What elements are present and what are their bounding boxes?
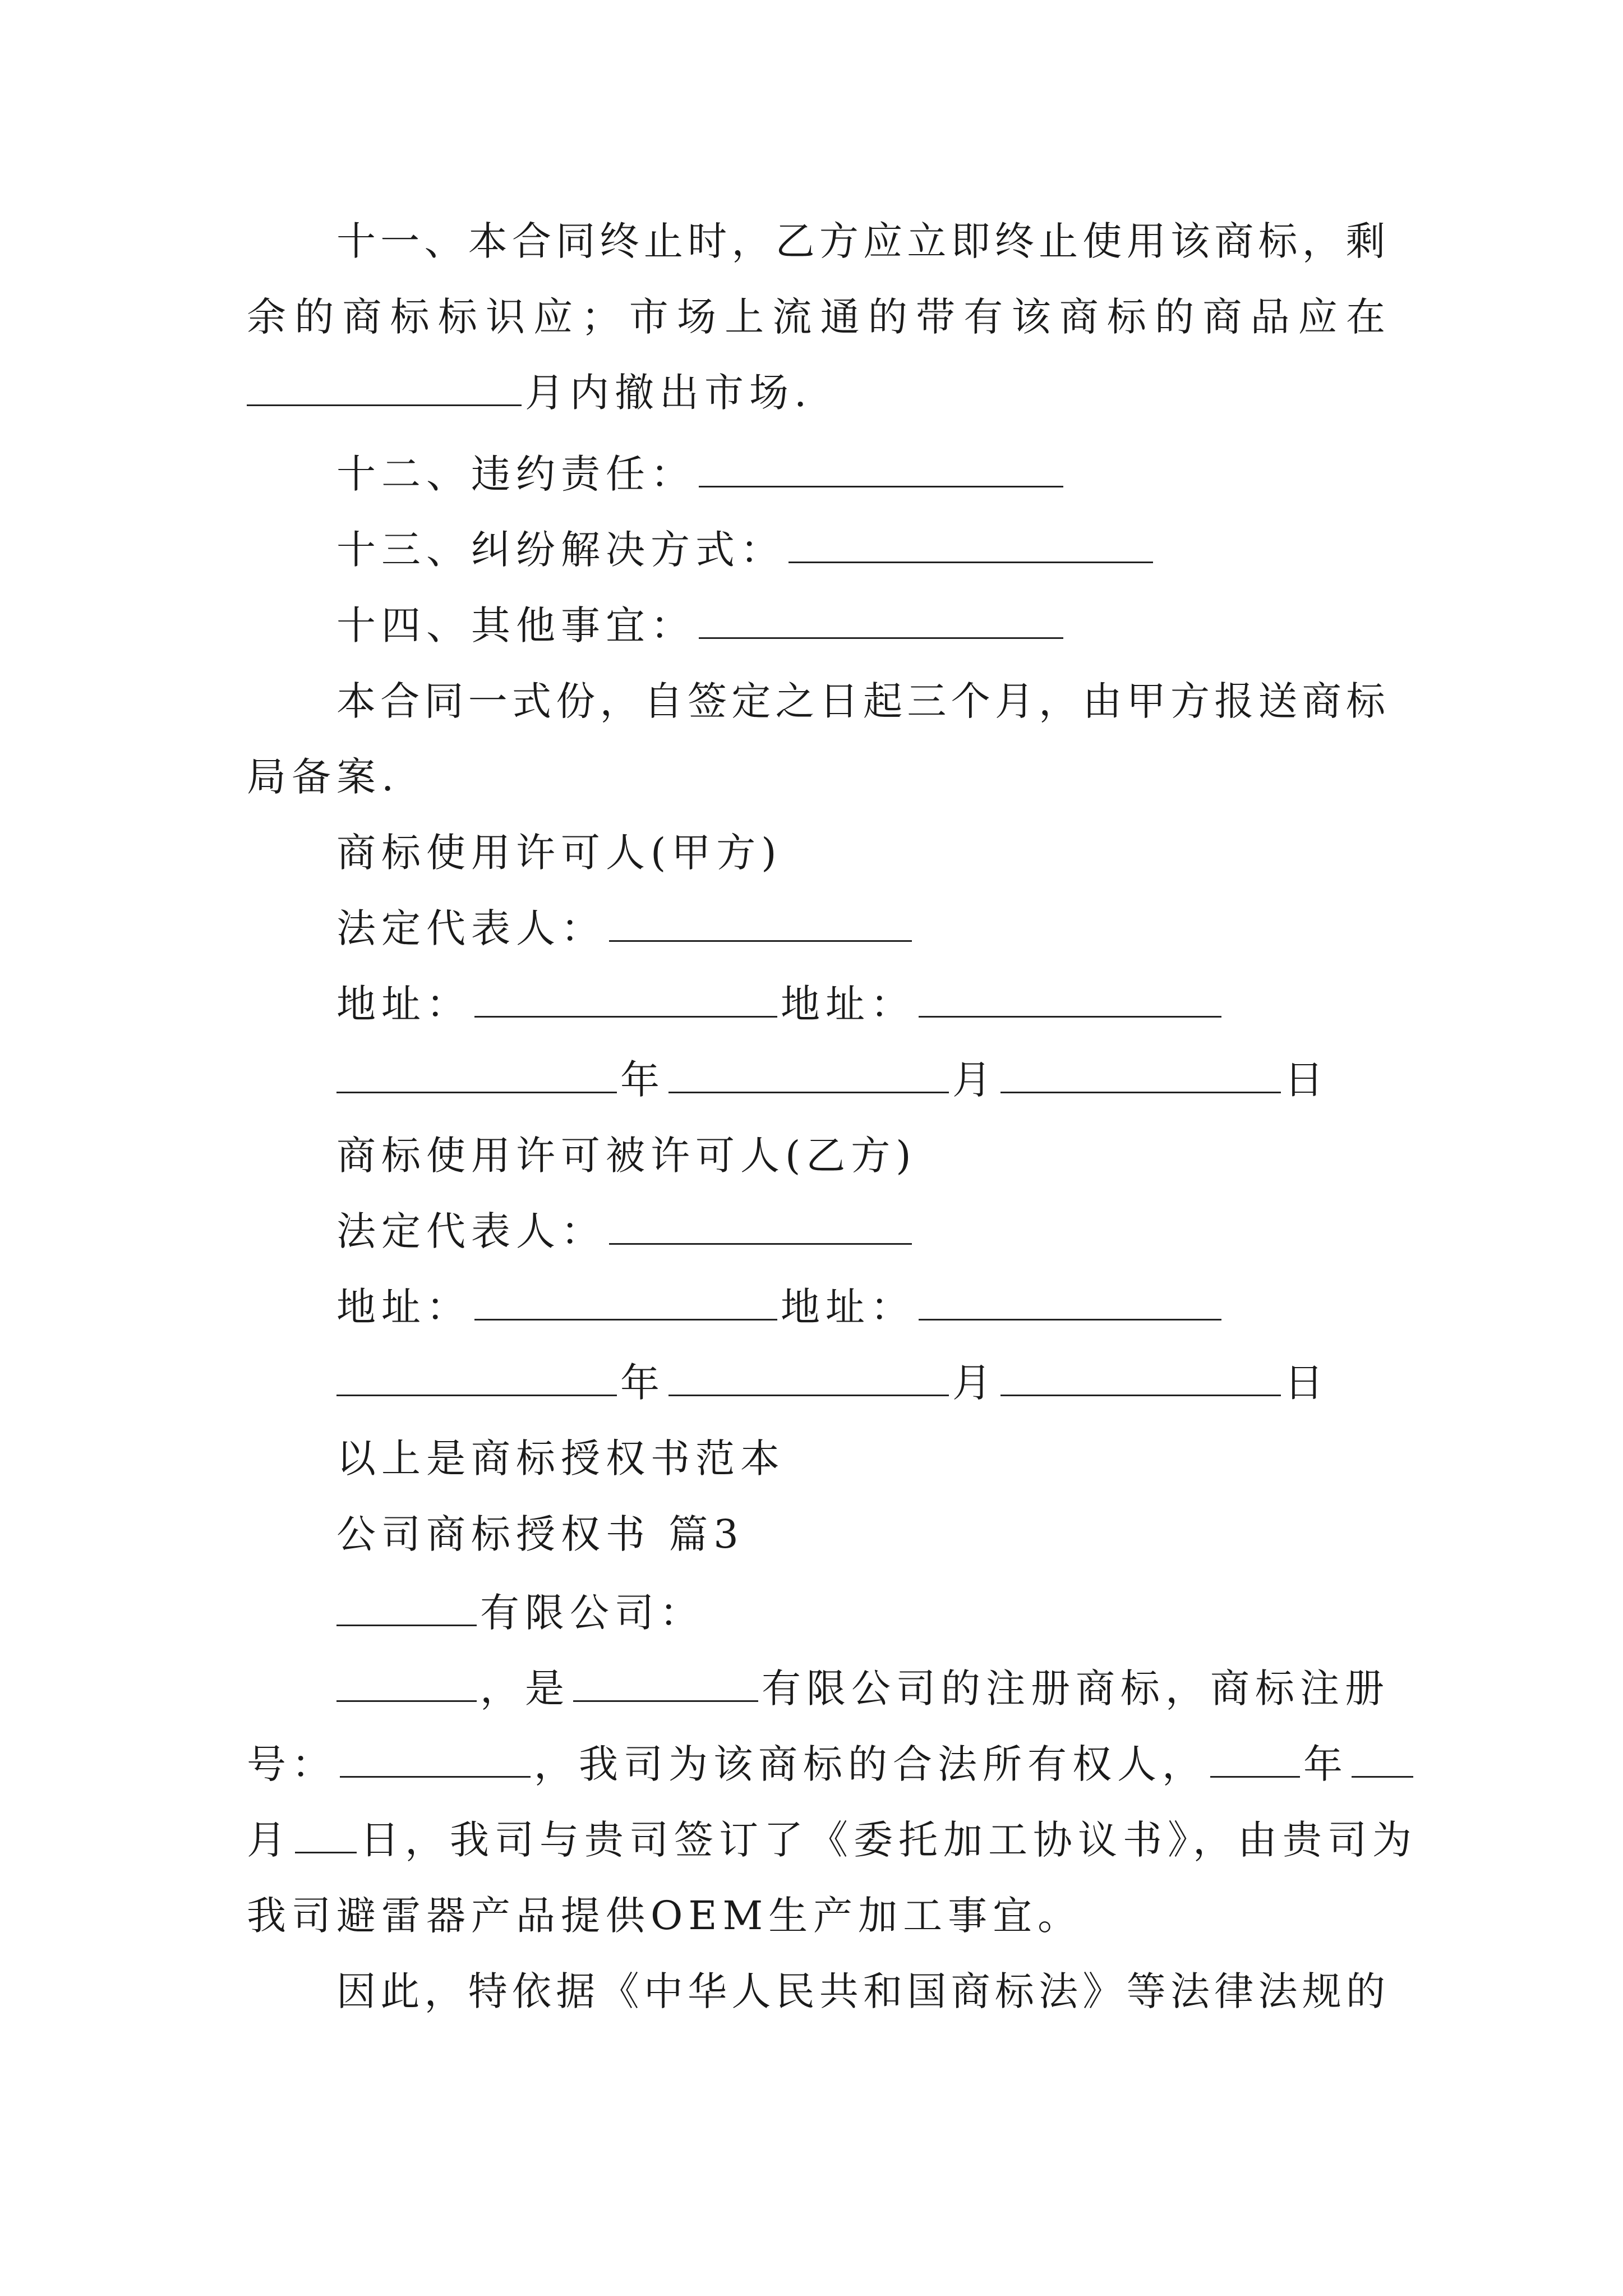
text: 以上是商标授权书范本 — [336, 1435, 785, 1481]
text: 地址： — [781, 981, 915, 1027]
copies-line-1 — [336, 676, 1385, 726]
licensor-representative — [336, 903, 915, 954]
licensee-representative — [336, 1206, 915, 1257]
blank-line[interactable] — [699, 601, 1063, 639]
section-title — [336, 1509, 744, 1559]
text: 十一、本合同终止时，乙方应立即终止使用该商标，剩 — [336, 218, 1385, 264]
text: 年 — [620, 1360, 665, 1406]
text: 商标使用许可被许可人(乙方) — [336, 1133, 917, 1179]
text: 因此，特依据《中华人民共和国商标法》等法律法规的 — [336, 1968, 1385, 2014]
blank-line[interactable] — [668, 1056, 949, 1093]
blank-line[interactable] — [1210, 1740, 1300, 1778]
body-line-3 — [247, 1815, 1417, 1865]
clause-11-line-3 — [247, 367, 812, 418]
copies-line-2 — [247, 752, 399, 802]
body-line-2 — [247, 1739, 1417, 1789]
body-line-5 — [336, 1966, 1385, 2017]
blank-line[interactable] — [247, 369, 522, 406]
text: 月 — [952, 1057, 997, 1103]
text: 日 — [1284, 1057, 1329, 1103]
blank-line[interactable] — [699, 450, 1063, 487]
blank-line[interactable] — [340, 1740, 531, 1778]
clause-14 — [336, 600, 1067, 651]
body-line-4 — [247, 1890, 1082, 1941]
addressee — [336, 1588, 704, 1638]
text: 日，我司与贵司签订了《委托加工协议书》，由贵司为 — [360, 1817, 1417, 1863]
blank-line[interactable] — [336, 1589, 477, 1626]
licensor-date — [336, 1055, 1329, 1105]
blank-line[interactable] — [668, 1359, 949, 1396]
licensor-address — [336, 979, 1225, 1029]
text: 法定代表人： — [336, 1208, 606, 1254]
blank-line[interactable] — [336, 1056, 617, 1093]
text: 十四、其他事宜： — [336, 602, 695, 648]
blank-line[interactable] — [609, 1207, 912, 1245]
blank-line[interactable] — [919, 980, 1221, 1018]
blank-line[interactable] — [1352, 1740, 1413, 1778]
text: 年 — [1303, 1741, 1348, 1787]
text: 月内撤出市场. — [525, 370, 813, 416]
blank-line[interactable] — [295, 1816, 357, 1853]
text: 年 — [620, 1057, 665, 1103]
text: 余的商标标识应；市场上流通的带有该商标的商品应在 — [247, 294, 1385, 340]
text: 月 — [952, 1360, 997, 1406]
text: ，是 — [480, 1665, 570, 1711]
text: 我司避雷器产品提供OEM生产加工事宜。 — [247, 1893, 1083, 1939]
text: 商标使用许可人(甲方) — [336, 830, 782, 876]
text: ，我司为该商标的合法所有权人， — [534, 1741, 1207, 1787]
text: 日 — [1284, 1360, 1329, 1406]
text: 月 — [247, 1817, 292, 1863]
text: 地址： — [336, 1284, 471, 1330]
text: 本合同一式份，自签定之日起三个月，由甲方报送商标 — [336, 678, 1385, 724]
blank-line[interactable] — [609, 904, 912, 942]
blank-line[interactable] — [336, 1664, 477, 1702]
text: 有限公司： — [480, 1590, 704, 1636]
blank-line[interactable] — [789, 526, 1153, 563]
text: 公司商标授权书 篇3 — [336, 1511, 744, 1557]
clause-13 — [336, 524, 1156, 575]
blank-line[interactable] — [336, 1359, 617, 1396]
text: 有限公司的注册商标，商标注册 — [762, 1665, 1390, 1711]
text: 号： — [247, 1741, 336, 1787]
text: 十三、纠纷解决方式： — [336, 527, 785, 573]
text: 地址： — [336, 981, 471, 1027]
clause-12 — [336, 449, 1067, 499]
licensee-address — [336, 1282, 1225, 1332]
blank-line[interactable] — [1000, 1056, 1281, 1093]
blank-line[interactable] — [474, 1283, 777, 1320]
clause-11-line-1 — [336, 216, 1385, 266]
text: 十二、违约责任： — [336, 451, 695, 497]
clause-11-line-2 — [247, 292, 1385, 342]
text: 局备案. — [247, 754, 400, 800]
blank-line[interactable] — [919, 1283, 1221, 1320]
blank-line[interactable] — [573, 1664, 758, 1702]
text: 法定代表人： — [336, 905, 606, 951]
licensee-heading — [336, 1130, 917, 1181]
blank-line[interactable] — [474, 980, 777, 1018]
sample-note — [336, 1433, 785, 1484]
text: 地址： — [781, 1284, 915, 1330]
licensee-date — [336, 1358, 1329, 1408]
licensor-heading — [336, 827, 782, 878]
body-line-1 — [336, 1663, 1390, 1714]
blank-line[interactable] — [1000, 1359, 1281, 1396]
